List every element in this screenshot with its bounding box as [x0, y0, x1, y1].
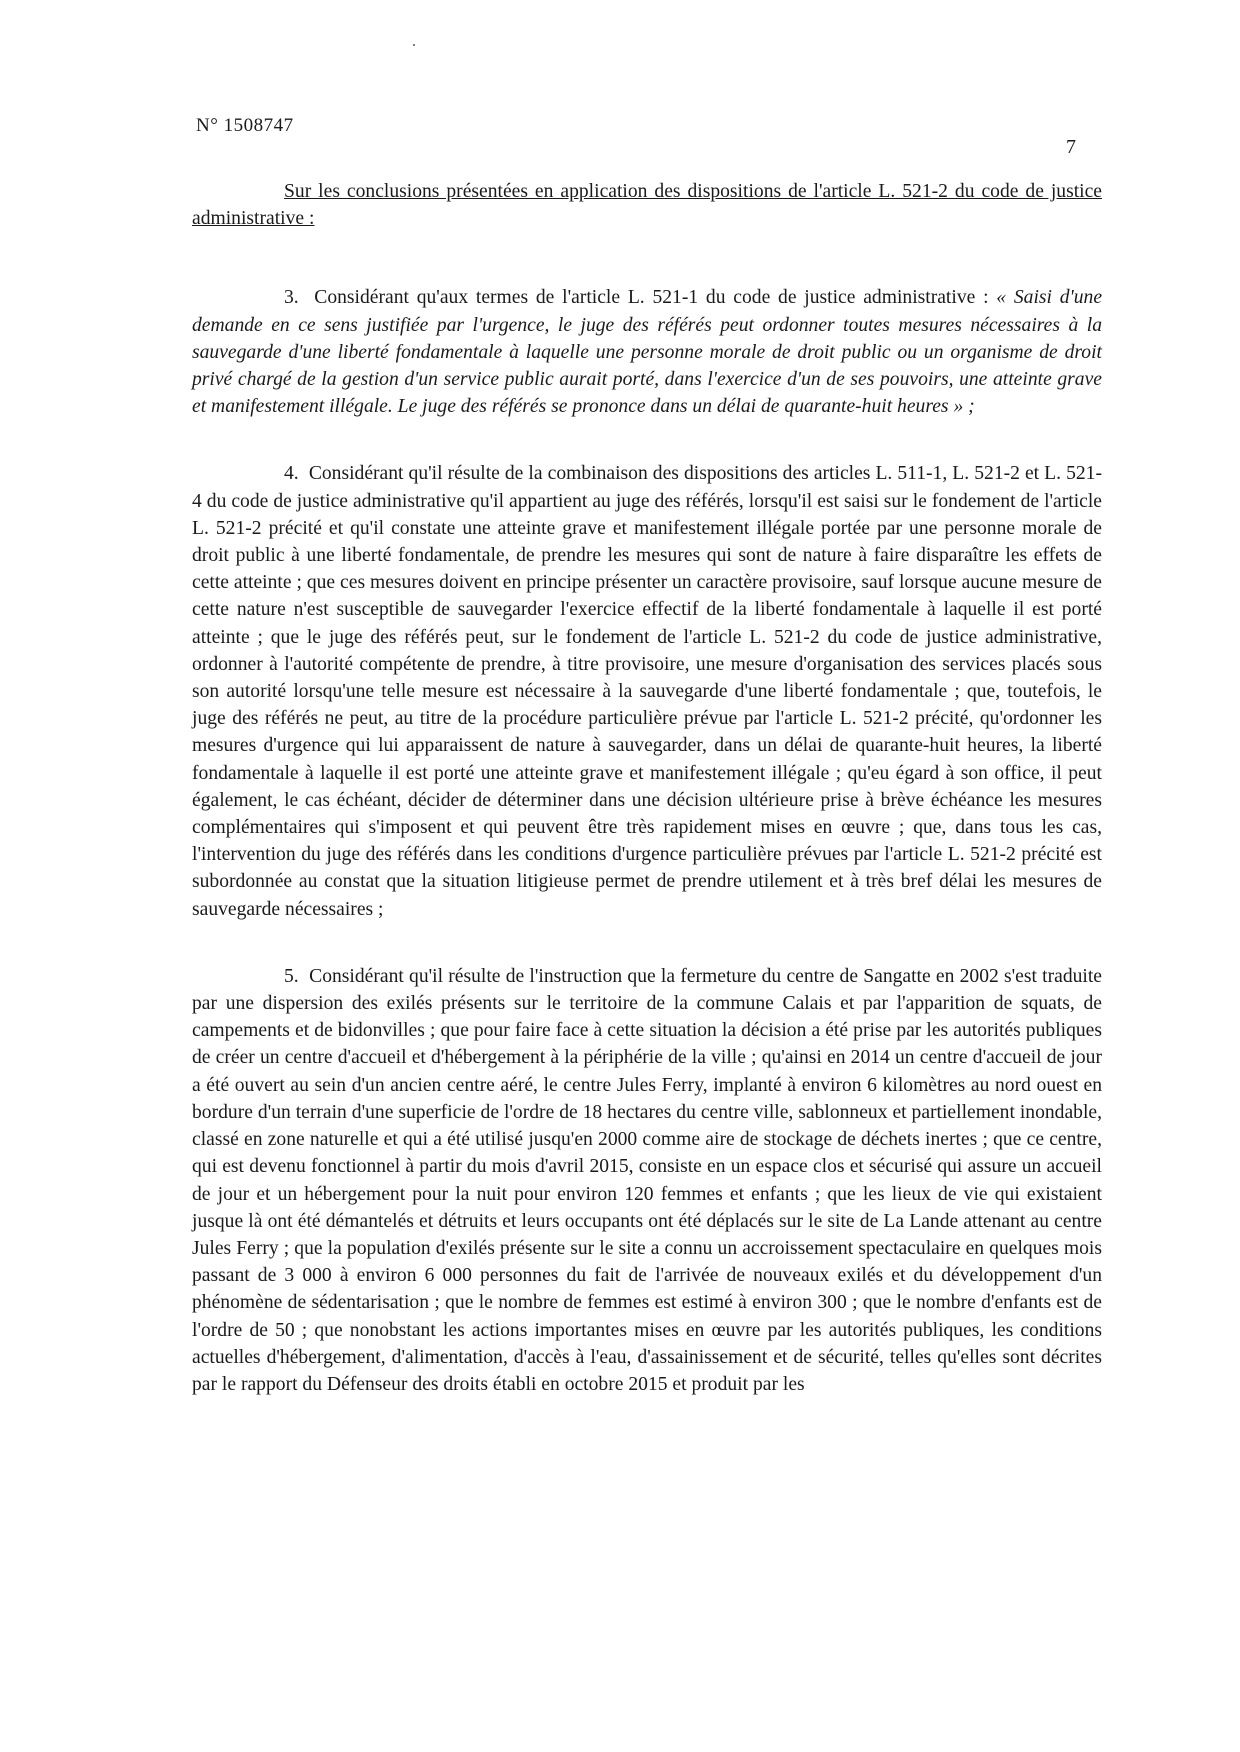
paragraph-number: 4.: [284, 463, 299, 485]
section-heading: Sur les conclusions présentées en application des dispositions de l'article L. 521-2 du code de justice administrative :: [192, 181, 1102, 230]
statute-quote: « Saisi d'une demande en ce sens justifiée par l'urgence, le juge des référés peut ordonner toutes mesures nécessaires à la sauvegarde d'une liberté fondamentale à laquelle une personne morale de droit public ou un organisme de droit privé chargé de la gestion d'un service public aurait porté, dans l'exercice d'un de ses pouvoirs, une atteinte grave et manifestement illégale. Le juge des référés se prononce dans un délai de quarante-huit heures » ;: [192, 287, 1103, 418]
paragraph-3: [192, 284, 1102, 420]
document-body: [192, 178, 1102, 1438]
case-number: N° 1508747: [196, 115, 294, 136]
paragraph-text: Considérant qu'il résulte de la combinaison des dispositions des articles L. 511-1, L. 521-2 et L. 521-4 du code de justice administrative qu'il appartient au juge des référés, lorsqu'il est saisi sur le fondement de l'article L. 521-2 précité et qu'il constate une atteinte grave et manifestement illégale portée par une personne morale de droit public à une liberté fondamentale, de prendre les mesures qui sont de nature à faire disparaître les effets de cette atteinte ; que ces mesures doivent en principe présenter un caractère provisoire, sauf lorsque aucune mesure de cette nature n'est susceptible de sauvegarder l'exercice effectif de la liberté fondamentale à laquelle il est porté atteinte ; que le juge des référés peut, sur le fondement de l'article L. 521-2 du code de justice administrative, ordonner à l'autorité compétente de prendre, à titre provisoire, une mesure d'organisation des services placés sous son autorité lorsqu'une telle mesure est nécessaire à la sauvegarde d'une liberté fondamentale ; que, toutefois, le juge des référés ne peut, au titre de la procédure particulière prévue par l'article L. 521-2 précité, qu'ordonner les mesures d'urgence qui lui apparaissent de nature à sauvegarder, dans un délai de quarante-huit heures, la liberté fondamentale à laquelle il est porté une atteinte grave et manifestement illégale ; qu'eu égard à son office, il peut également, le cas échéant, décider de déterminer dans une décision ultérieure prise à brève échéance les mesures complémentaires qui s'imposent et qui peuvent être très rapidement mises en œuvre ; que, dans tous les cas, l'intervention du juge des référés dans les conditions d'urgence particulière prévues par l'article L. 521-2 précité est subordonnée au constat que la situation litigieuse permet de prendre utilement et à très bref délai les mesures de sauvegarde nécessaires ;: [192, 463, 1103, 920]
paragraph-5: [192, 963, 1102, 1398]
paragraph-4: [192, 460, 1102, 922]
scan-speck: [413, 44, 415, 46]
paragraph-number: 3.: [284, 287, 299, 309]
paragraph-number: 5.: [284, 965, 299, 987]
page-number: 7: [1066, 136, 1076, 158]
paragraph-intro: Considérant qu'aux termes de l'article L. 521-1 du code de justice administrative :: [314, 287, 997, 309]
paragraph-text: Considérant qu'il résulte de l'instruction que la fermeture du centre de Sangatte en 2002 s'est traduite par une dispersion des exilés présents sur le territoire de la commune Calais et par l'apparition de squats, de campements et de bidonvilles ; que pour faire face à cette situation la décision a été prise par les autorités publiques de créer un centre d'accueil et d'hébergement à la périphérie de la ville ; qu'ainsi en 2014 un centre d'accueil de jour a été ouvert au sein d'un ancien centre aéré, le centre Jules Ferry, implanté à environ 6 kilomètres au nord ouest en bordure d'un terrain d'une superficie de l'ordre de 18 hectares du centre ville, sablonneux et partiellement inondable, classé en zone naturelle et qui a été utilisé jusqu'en 2000 comme aire de stockage de déchets inertes ; que ce centre, qui est devenu fonctionnel à partir du mois d'avril 2015, consiste en un espace clos et sécurisé qui assure un accueil de jour et un hébergement pour la nuit pour environ 120 femmes et enfants ; que les lieux de vie qui existaient jusque là ont été démantelés et détruits et leurs occupants ont été déplacés sur le site de La Lande attenant au centre Jules Ferry ; que la population d'exilés présente sur le site a connu un accroissement spectaculaire en quelques mois passant de 3 000 à environ 6 000 personnes du fait de l'arrivée de nouveaux exilés et du développement d'un phénomène de sédentarisation ; que le nombre de femmes est estimé à environ 300 ; que le nombre d'enfants est de l'ordre de 50 ; que nonobstant les actions importantes mises en œuvre par les autorités publiques, les conditions actuelles d'hébergement, d'alimentation, d'accès à l'eau, d'assainissement et de sécurité, telles qu'elles sont décrites par le rapport du Défenseur des droits établi en octobre 2015 et produit par les: [192, 965, 1102, 1395]
